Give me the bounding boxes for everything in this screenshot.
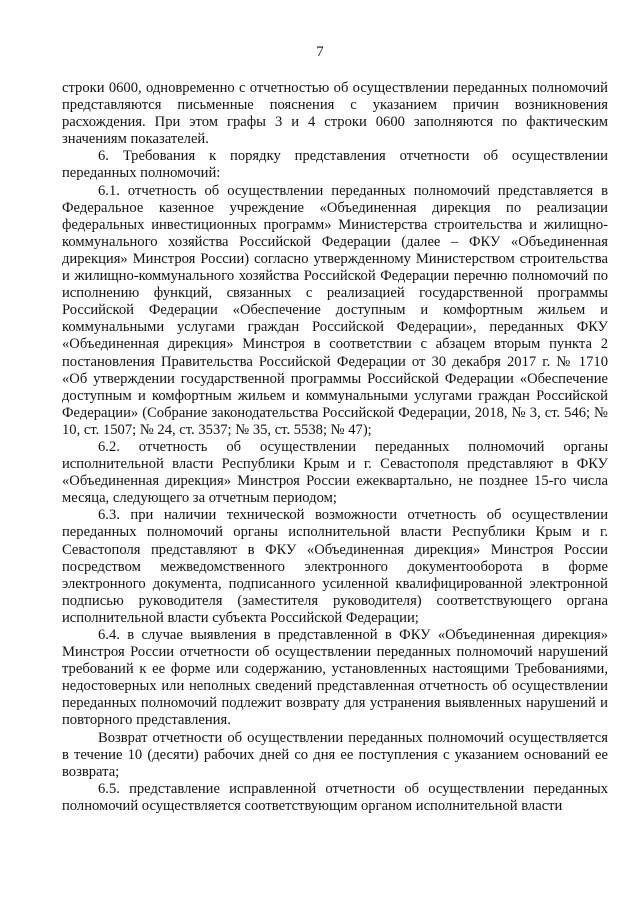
paragraph-return: Возврат отчетности об осуществлении переданных полномочий осуществляется в течение 10 (десяти) рабочих дней со дня ее поступления с указанием оснований ее возврата; [62,729,608,780]
paragraph-6-3: 6.3. при наличии технической возможности отчетность об осуществлении переданных полномочий органы исполнительной власти Республики Крым и г. Севастополя представляют в ФКУ «Объединенная дирекция» Минстроя России посредством межведомственного электронного документооборота в форме электронного документа, подписанного усиленной квалифицированной электронной подписью руководителя (заместителя руководителя) соответствующего органа исполнительной власти субъекта Российской Федерации; [62,507,608,626]
paragraph-continuation: строки 0600, одновременно с отчетностью об осуществлении переданных полномочий представляются письменные пояснения с указанием причин возникновения расхождения. При этом графы 3 и 4 строки 0600 заполняются по фактическим значениям показателей. [62,80,608,148]
paragraph-6-4: 6.4. в случае выявления в представленной в ФКУ «Объединенная дирекция» Минстроя России отчетности об осуществлении переданных полномочий нарушений требований к ее форме или содержанию, установленных настоящими Требованиями, недостоверных или неполных сведений представленная отчетность об осуществлении переданных полномочий подлежит возврату для устранения выявленных нарушений и повторного представления. [62,627,608,729]
paragraph-6-1: 6.1. отчетность об осуществлении переданных полномочий представляется в Федеральное казенное учреждение «Объединенная дирекция по реализации федеральных инвестиционных программ» Министерства строительства и жилищно-коммунального хозяйства Российской Федерации (далее – ФКУ «Объединенная дирекция» Минстроя России) согласно утвержденному Министерством строительства и жилищно-коммунального хозяйства Российской Федерации перечню полномочий по исполнению функций, связанных с реализацией государственной программы Российской Федерации «Обеспечение доступным и комфортным жильем и коммунальными услугами граждан Российской Федерации», переданных ФКУ «Объединенная дирекция» Минстроя в соответствии с абзацем вторым пункта 2 постановления Правительства Российской Федерации от 30 декабря 2017 г. № 1710 «Об утверждении государственной программы Российской Федерации «Обеспечение доступным и комфортным жильем и коммунальными услугами граждан Российской Федерации» (Собрание законодательства Российской Федерации, 2018, № 3, ст. 546; № 10, ст. 1507; № 24, ст. 3537; № 35, ст. 5538; № 47); [62,182,608,438]
paragraph-6-2: 6.2. отчетность об осуществлении переданных полномочий органы исполнительной власти Республики Крым и г. Севастополя представляют в ФКУ «Объединенная дирекция» Минстроя России ежеквартально, не позднее 15-го числа месяца, следующего за отчетным периодом; [62,438,608,507]
paragraph-6-5: 6.5. представление исправленной отчетности об осуществлении переданных полномочий осуществляется соответствующим органом исполнительной власти [62,780,608,814]
page-number: 7 [316,44,324,60]
paragraph-section-6: 6. Требования к порядку представления отчетности об осуществлении переданных полномочий: [62,148,608,182]
document-body [62,80,608,815]
